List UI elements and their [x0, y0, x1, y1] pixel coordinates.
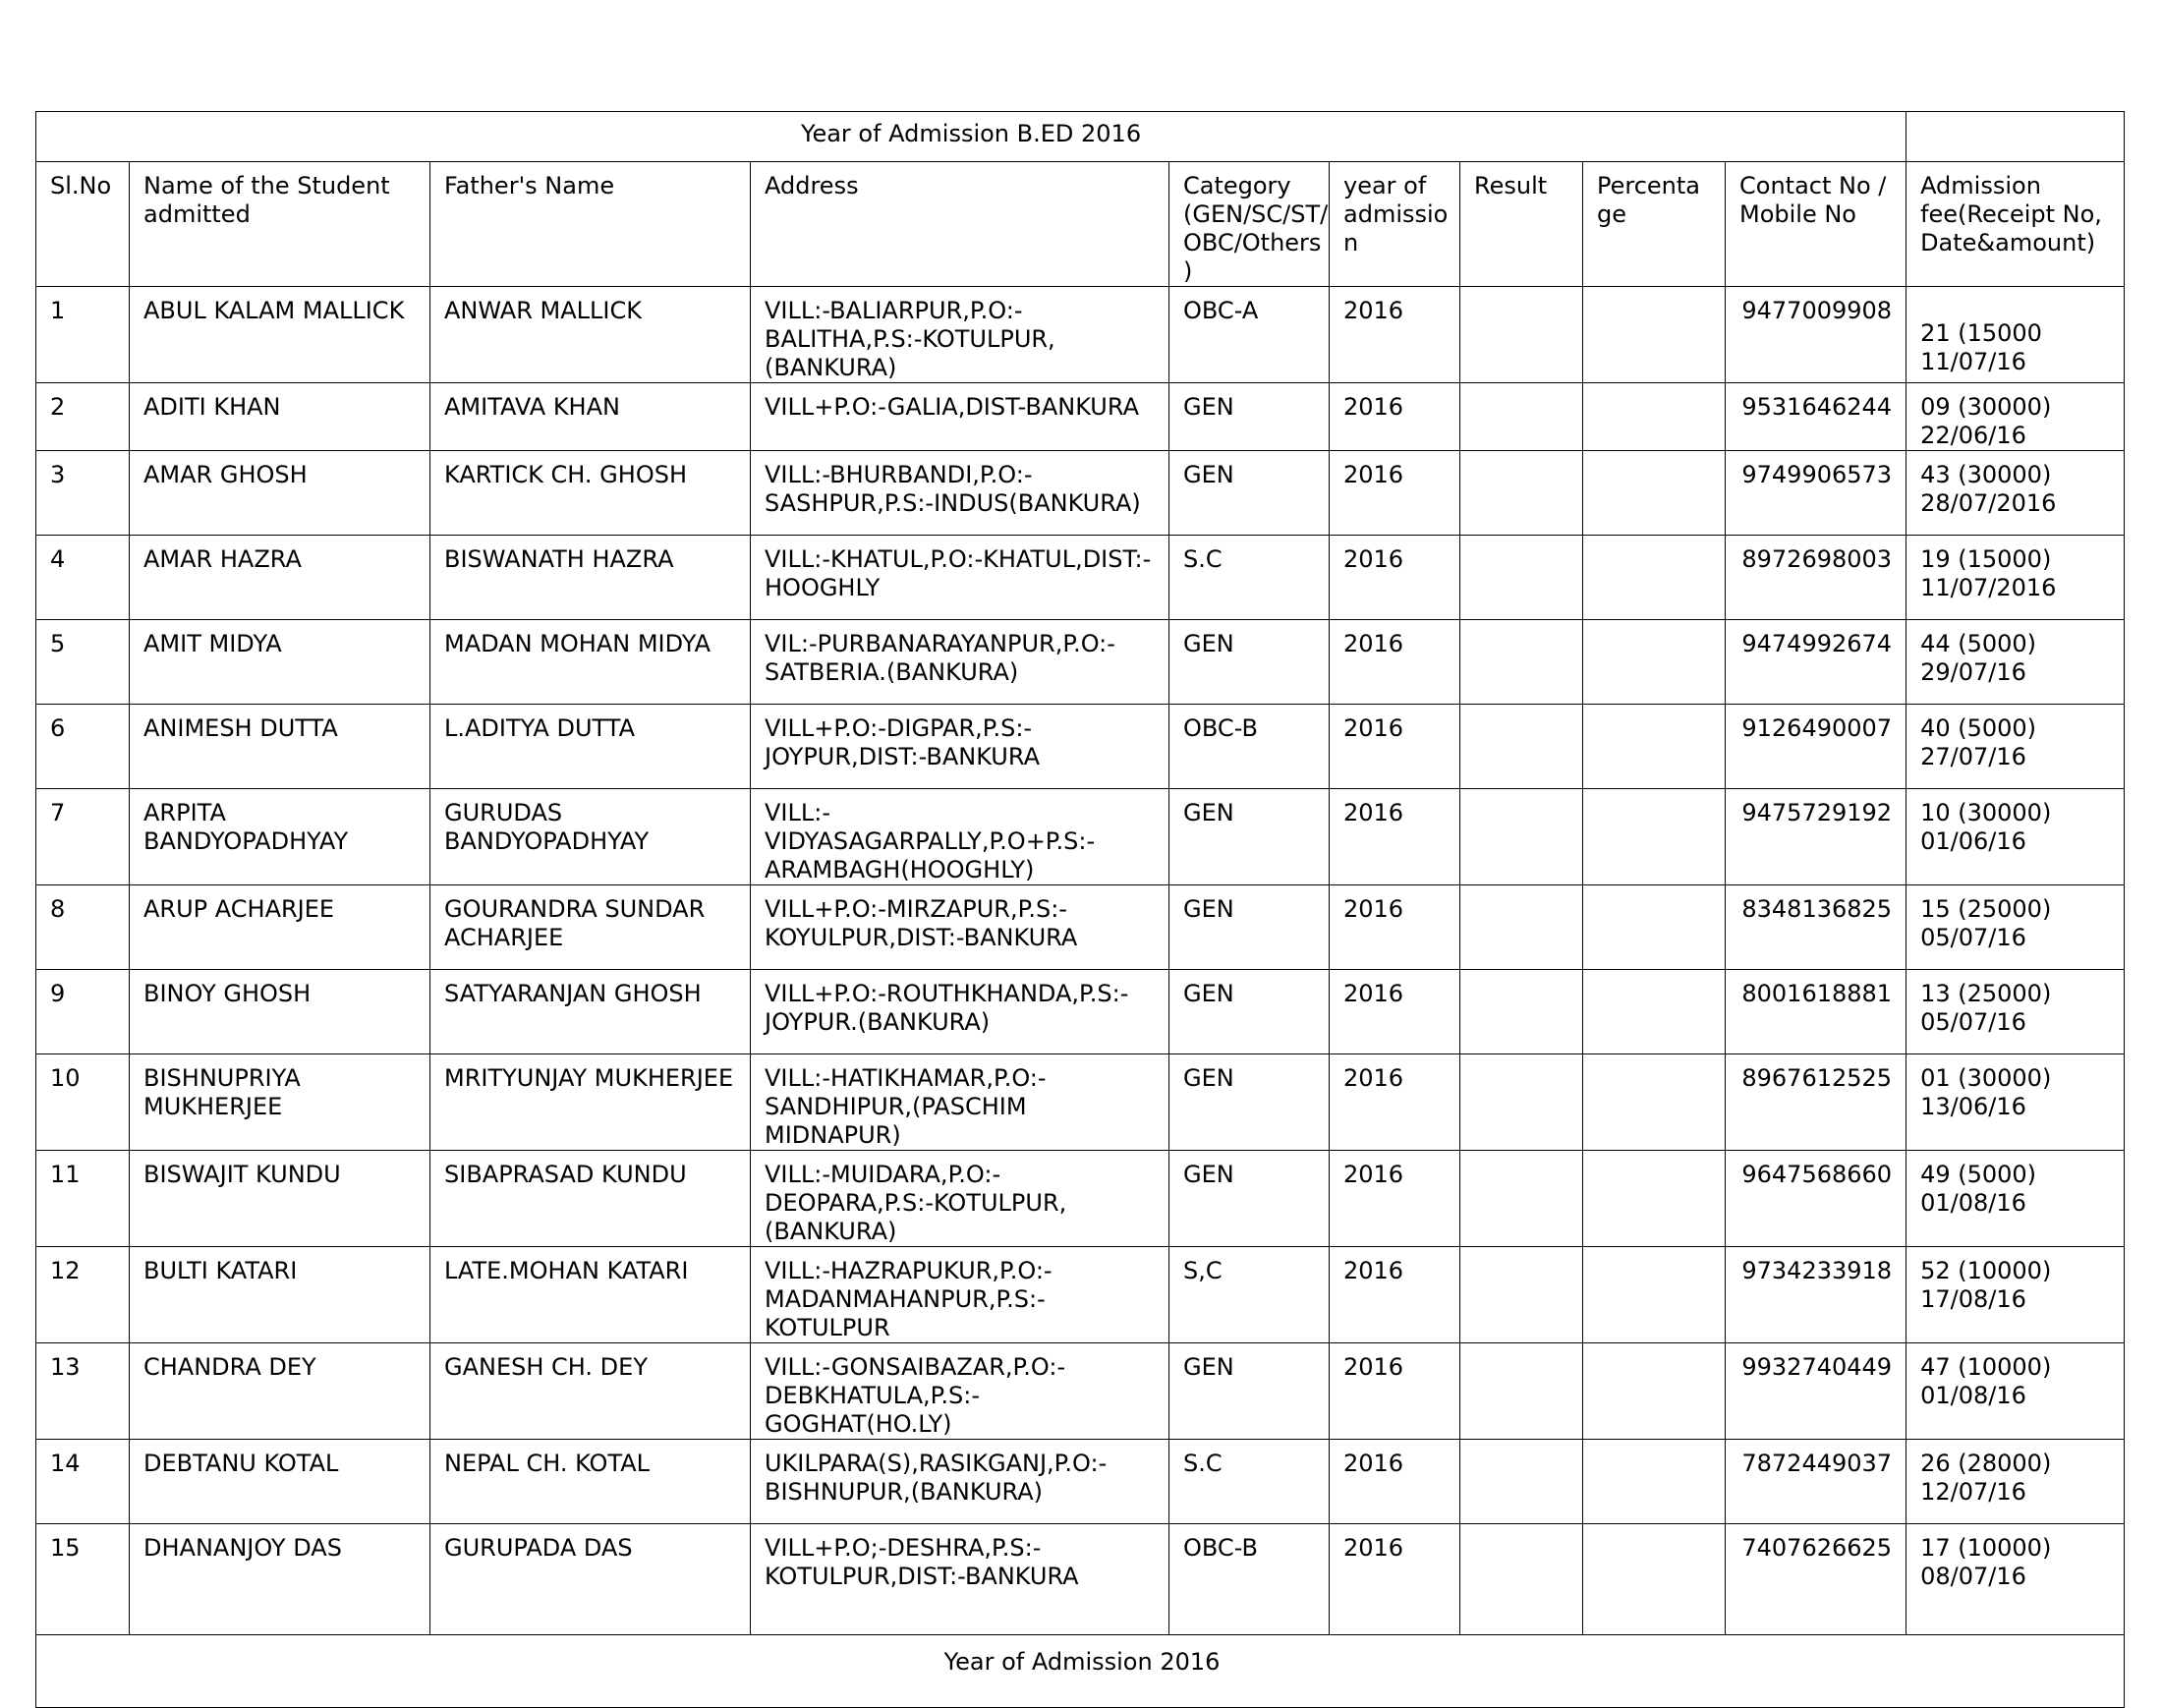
cell-name: BISWAJIT KUNDU — [130, 1151, 430, 1247]
cell-name: AMAR GHOSH — [130, 451, 430, 536]
cell-percentage — [1583, 789, 1726, 885]
header-fee: Admission fee(Receipt No, Date&amount) — [1906, 162, 2125, 287]
cell-father: ANWAR MALLICK — [430, 287, 751, 383]
cell-father: MRITYUNJAY MUKHERJEE — [430, 1054, 751, 1151]
cell-result — [1460, 451, 1583, 536]
cell-father: BISWANATH HAZRA — [430, 536, 751, 620]
cell-name: ARUP ACHARJEE — [130, 885, 430, 970]
cell-address: VILL:-MUIDARA,P.O:-DEOPARA,P.S:-KOTULPUR,(BANKURA) — [751, 1151, 1169, 1247]
cell-percentage — [1583, 620, 1726, 705]
cell-percentage — [1583, 970, 1726, 1054]
table-row — [36, 970, 2125, 1054]
cell-address: VILL+P.O:-MIRZAPUR,P.S:-KOYULPUR,DIST:-BANKURA — [751, 885, 1169, 970]
cell-percentage — [1583, 705, 1726, 789]
cell-fee: 01 (30000) 13/06/16 — [1906, 1054, 2125, 1151]
table-title: Year of Admission B.ED 2016 — [800, 120, 1142, 147]
header-father: Father's Name — [430, 162, 751, 287]
cell-category: GEN — [1169, 970, 1330, 1054]
cell-category: GEN — [1169, 1054, 1330, 1151]
cell-percentage — [1583, 1524, 1726, 1635]
cell-year: 2016 — [1330, 1343, 1460, 1440]
cell-name: BULTI KATARI — [130, 1247, 430, 1343]
cell-father: NEPAL CH. KOTAL — [430, 1440, 751, 1524]
cell-address: VILL+P.O;-DESHRA,P.S:-KOTULPUR,DIST:-BANKURA — [751, 1524, 1169, 1635]
cell-slno: 13 — [36, 1343, 130, 1440]
cell-year: 2016 — [1330, 1440, 1460, 1524]
table-row — [36, 705, 2125, 789]
table-row — [36, 451, 2125, 536]
cell-name: AMIT MIDYA — [130, 620, 430, 705]
table-row — [36, 885, 2125, 970]
cell-category: S,C — [1169, 1247, 1330, 1343]
cell-result — [1460, 1151, 1583, 1247]
cell-year: 2016 — [1330, 383, 1460, 451]
cell-father: SATYARANJAN GHOSH — [430, 970, 751, 1054]
cell-percentage — [1583, 1151, 1726, 1247]
table-row — [36, 383, 2125, 451]
cell-contact: 9932740449 — [1726, 1343, 1906, 1440]
cell-year: 2016 — [1330, 1151, 1460, 1247]
cell-address: VILL:-BHURBANDI,P.O:-SASHPUR,P.S:-INDUS(BANKURA) — [751, 451, 1169, 536]
cell-result — [1460, 1440, 1583, 1524]
cell-percentage — [1583, 451, 1726, 536]
cell-father: AMITAVA KHAN — [430, 383, 751, 451]
title-row — [36, 112, 2125, 162]
cell-result — [1460, 970, 1583, 1054]
cell-name: BINOY GHOSH — [130, 970, 430, 1054]
cell-result — [1460, 1054, 1583, 1151]
cell-contact: 9749906573 — [1726, 451, 1906, 536]
cell-father: LATE.MOHAN KATARI — [430, 1247, 751, 1343]
cell-slno: 4 — [36, 536, 130, 620]
header-result: Result — [1460, 162, 1583, 287]
cell-year: 2016 — [1330, 789, 1460, 885]
cell-contact: 9126490007 — [1726, 705, 1906, 789]
cell-category: S.C — [1169, 536, 1330, 620]
cell-address: VILL:-BALIARPUR,P.O:-BALITHA,P.S:-KOTULPUR,(BANKURA) — [751, 287, 1169, 383]
title-blank-cell — [1906, 112, 2125, 162]
cell-slno: 8 — [36, 885, 130, 970]
cell-result — [1460, 1343, 1583, 1440]
cell-result — [1460, 287, 1583, 383]
cell-fee: 21 (15000 11/07/16 — [1906, 287, 2125, 383]
cell-category: S.C — [1169, 1440, 1330, 1524]
cell-slno: 15 — [36, 1524, 130, 1635]
cell-address: VILL:-HAZRAPUKUR,P.O:-MADANMAHANPUR,P.S:-KOTULPUR — [751, 1247, 1169, 1343]
cell-fee: 47 (10000) 01/08/16 — [1906, 1343, 2125, 1440]
header-percentage: Percentage — [1583, 162, 1726, 287]
cell-father: L.ADITYA DUTTA — [430, 705, 751, 789]
cell-result — [1460, 383, 1583, 451]
table-row — [36, 620, 2125, 705]
cell-contact: 9734233918 — [1726, 1247, 1906, 1343]
header-contact: Contact No / Mobile No — [1726, 162, 1906, 287]
cell-percentage — [1583, 1054, 1726, 1151]
cell-fee: 09 (30000) 22/06/16 — [1906, 383, 2125, 451]
cell-category: GEN — [1169, 1151, 1330, 1247]
cell-percentage — [1583, 1343, 1726, 1440]
cell-fee: 43 (30000) 28/07/2016 — [1906, 451, 2125, 536]
cell-contact: 9647568660 — [1726, 1151, 1906, 1247]
cell-category: OBC-A — [1169, 287, 1330, 383]
cell-slno: 14 — [36, 1440, 130, 1524]
cell-name: BISHNUPRIYA MUKHERJEE — [130, 1054, 430, 1151]
table-row — [36, 1054, 2125, 1151]
table-row — [36, 1524, 2125, 1635]
cell-address: VILL+P.O:-GALIA,DIST-BANKURA — [751, 383, 1169, 451]
cell-percentage — [1583, 383, 1726, 451]
cell-father: GURUPADA DAS — [430, 1524, 751, 1635]
cell-result — [1460, 620, 1583, 705]
cell-slno: 6 — [36, 705, 130, 789]
cell-percentage — [1583, 536, 1726, 620]
table-row — [36, 1440, 2125, 1524]
table-row — [36, 1247, 2125, 1343]
cell-slno: 7 — [36, 789, 130, 885]
cell-contact: 9474992674 — [1726, 620, 1906, 705]
header-row — [36, 162, 2125, 287]
cell-name: DEBTANU KOTAL — [130, 1440, 430, 1524]
cell-contact: 9475729192 — [1726, 789, 1906, 885]
cell-slno: 2 — [36, 383, 130, 451]
cell-slno: 5 — [36, 620, 130, 705]
header-name: Name of the Student admitted — [130, 162, 430, 287]
header-address: Address — [751, 162, 1169, 287]
cell-father: GURUDAS BANDYOPADHYAY — [430, 789, 751, 885]
cell-name: DHANANJOY DAS — [130, 1524, 430, 1635]
cell-name: ARPITA BANDYOPADHYAY — [130, 789, 430, 885]
cell-name: AMAR HAZRA — [130, 536, 430, 620]
cell-percentage — [1583, 1247, 1726, 1343]
cell-year: 2016 — [1330, 1247, 1460, 1343]
cell-category: OBC-B — [1169, 705, 1330, 789]
cell-address: VILL:-VIDYASAGARPALLY,P.O+P.S:-ARAMBAGH(HOOGHLY) — [751, 789, 1169, 885]
cell-fee: 52 (10000) 17/08/16 — [1906, 1247, 2125, 1343]
cell-fee: 10 (30000) 01/06/16 — [1906, 789, 2125, 885]
cell-slno: 1 — [36, 287, 130, 383]
cell-fee: 17 (10000) 08/07/16 — [1906, 1524, 2125, 1635]
cell-address: VILL:-GONSAIBAZAR,P.O:-DEBKHATULA,P.S:-GOGHAT(HO.LY) — [751, 1343, 1169, 1440]
cell-category: GEN — [1169, 451, 1330, 536]
cell-contact: 8972698003 — [1726, 536, 1906, 620]
cell-fee: 13 (25000) 05/07/16 — [1906, 970, 2125, 1054]
cell-name: ANIMESH DUTTA — [130, 705, 430, 789]
cell-result — [1460, 789, 1583, 885]
cell-percentage — [1583, 885, 1726, 970]
footer-row — [36, 1635, 2125, 1708]
cell-fee: 19 (15000) 11/07/2016 — [1906, 536, 2125, 620]
header-slno: Sl.No — [36, 162, 130, 287]
cell-year: 2016 — [1330, 287, 1460, 383]
table-row — [36, 1151, 2125, 1247]
header-year: year of admission — [1330, 162, 1460, 287]
cell-slno: 9 — [36, 970, 130, 1054]
cell-address: VIL:-PURBANARAYANPUR,P.O:-SATBERIA.(BANKURA) — [751, 620, 1169, 705]
cell-result — [1460, 885, 1583, 970]
cell-address: VILL:-KHATUL,P.O:-KHATUL,DIST:-HOOGHLY — [751, 536, 1169, 620]
cell-fee: 15 (25000) 05/07/16 — [1906, 885, 2125, 970]
cell-address: UKILPARA(S),RASIKGANJ,P.O:-BISHNUPUR,(BANKURA) — [751, 1440, 1169, 1524]
table-row — [36, 287, 2125, 383]
cell-year: 2016 — [1330, 705, 1460, 789]
cell-result — [1460, 536, 1583, 620]
cell-result — [1460, 1247, 1583, 1343]
cell-category: GEN — [1169, 1343, 1330, 1440]
cell-year: 2016 — [1330, 451, 1460, 536]
cell-father: SIBAPRASAD KUNDU — [430, 1151, 751, 1247]
table-row — [36, 1343, 2125, 1440]
cell-father: GOURANDRA SUNDAR ACHARJEE — [430, 885, 751, 970]
cell-fee: 49 (5000) 01/08/16 — [1906, 1151, 2125, 1247]
cell-slno: 10 — [36, 1054, 130, 1151]
cell-contact: 8348136825 — [1726, 885, 1906, 970]
cell-father: GANESH CH. DEY — [430, 1343, 751, 1440]
cell-year: 2016 — [1330, 1054, 1460, 1151]
cell-result — [1460, 1524, 1583, 1635]
cell-category: GEN — [1169, 620, 1330, 705]
cell-slno: 11 — [36, 1151, 130, 1247]
cell-slno: 12 — [36, 1247, 130, 1343]
table-footer: Year of Admission 2016 — [36, 1635, 2125, 1708]
cell-category: GEN — [1169, 789, 1330, 885]
cell-slno: 3 — [36, 451, 130, 536]
cell-year: 2016 — [1330, 970, 1460, 1054]
cell-name: ABUL KALAM MALLICK — [130, 287, 430, 383]
cell-contact: 8967612525 — [1726, 1054, 1906, 1151]
cell-category: OBC-B — [1169, 1524, 1330, 1635]
table-row — [36, 536, 2125, 620]
cell-contact: 8001618881 — [1726, 970, 1906, 1054]
cell-year: 2016 — [1330, 1524, 1460, 1635]
table-title-cell — [36, 112, 1906, 162]
table-row — [36, 789, 2125, 885]
cell-name: CHANDRA DEY — [130, 1343, 430, 1440]
cell-result — [1460, 705, 1583, 789]
cell-contact: 7872449037 — [1726, 1440, 1906, 1524]
header-category: Category (GEN/SC/ST/ OBC/Others) — [1169, 162, 1330, 287]
cell-year: 2016 — [1330, 885, 1460, 970]
cell-address: VILL+P.O:-ROUTHKHANDA,P.S:-JOYPUR.(BANKURA) — [751, 970, 1169, 1054]
cell-fee: 26 (28000) 12/07/16 — [1906, 1440, 2125, 1524]
cell-address: VILL:-HATIKHAMAR,P.O:-SANDHIPUR,(PASCHIM MIDNAPUR) — [751, 1054, 1169, 1151]
admission-table — [35, 111, 2125, 1708]
cell-percentage — [1583, 287, 1726, 383]
cell-category: GEN — [1169, 885, 1330, 970]
cell-contact: 9531646244 — [1726, 383, 1906, 451]
cell-father: KARTICK CH. GHOSH — [430, 451, 751, 536]
cell-fee: 44 (5000) 29/07/16 — [1906, 620, 2125, 705]
cell-year: 2016 — [1330, 536, 1460, 620]
cell-address: VILL+P.O:-DIGPAR,P.S:-JOYPUR,DIST:-BANKURA — [751, 705, 1169, 789]
cell-fee: 40 (5000) 27/07/16 — [1906, 705, 2125, 789]
cell-name: ADITI KHAN — [130, 383, 430, 451]
cell-percentage — [1583, 1440, 1726, 1524]
cell-category: GEN — [1169, 383, 1330, 451]
cell-year: 2016 — [1330, 620, 1460, 705]
cell-father: MADAN MOHAN MIDYA — [430, 620, 751, 705]
cell-contact: 7407626625 — [1726, 1524, 1906, 1635]
cell-contact: 9477009908 — [1726, 287, 1906, 383]
